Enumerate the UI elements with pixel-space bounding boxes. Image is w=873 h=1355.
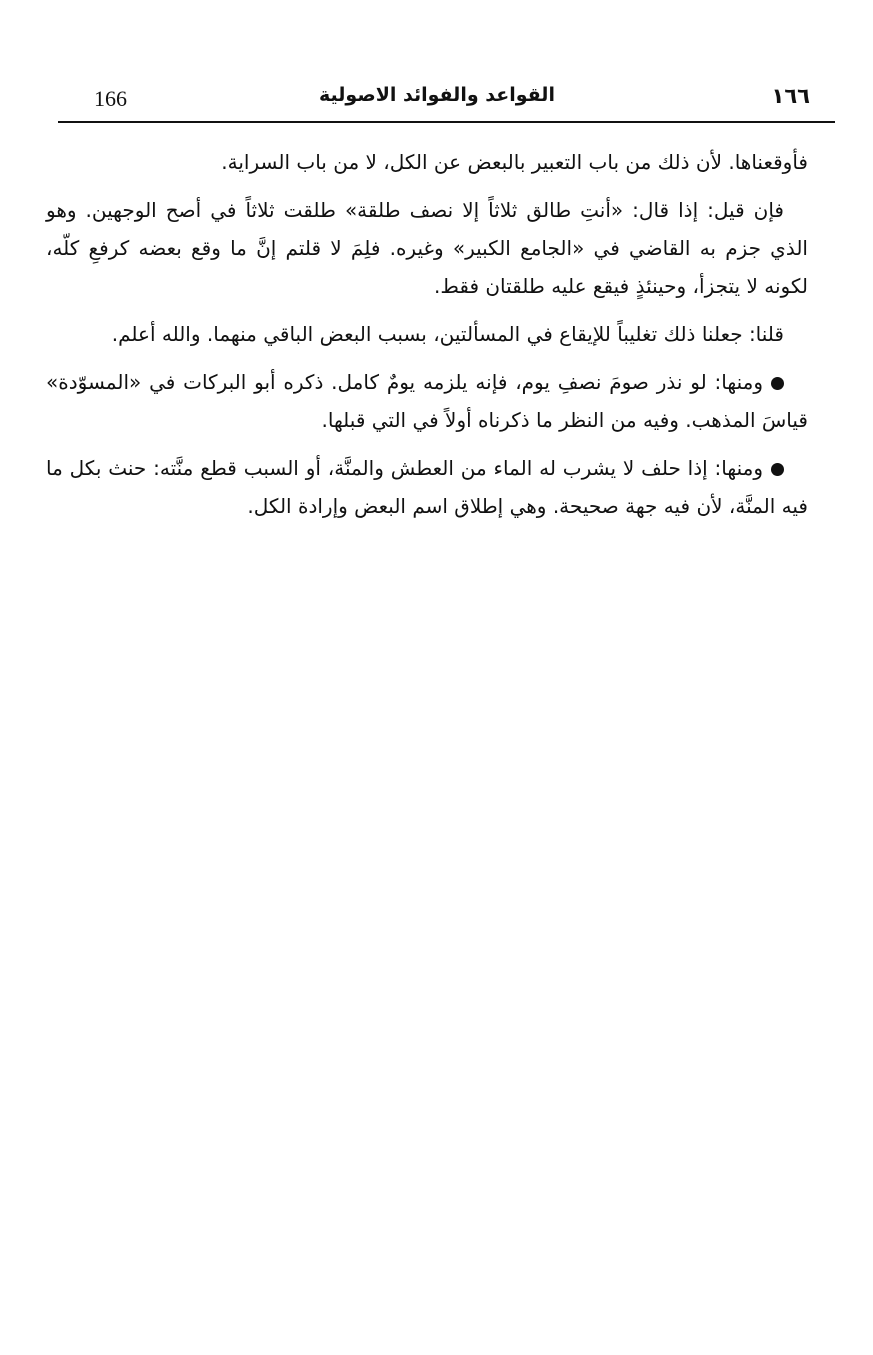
paragraph-text: قلنا: جعلنا ذلك تغليباً للإيقاع في المسألتين، بسبب البعض الباقي منهما. والله أعلم.	[111, 322, 784, 346]
paragraph-text: ومنها: إذا حلف لا يشرب له الماء من العطش والمنَّة، أو السبب قطع منَّته: حنث بكل ما فيه المنَّة، لأن فيه جهة صحيحة. وهي إطلاق اسم البعض وإرادة الكل.	[46, 456, 808, 518]
paragraph	[46, 315, 808, 353]
page-header	[58, 82, 816, 118]
paragraph	[46, 143, 808, 181]
body-text	[46, 143, 808, 535]
paragraph	[46, 191, 808, 305]
bullet-icon	[771, 463, 784, 476]
paragraph-text: فإن قيل: إذا قال: «أنتِ طالق ثلاثاً إلا نصف طلقة» طلقت ثلاثاً في أصح الوجهين. وهو الذي جزم به القاضي في «الجامع الكبير» وغيره. فلِمَ لا قلتم إنَّ ما وقع بعضه كرفعِ كلّه، لكونه لا يتجزأ، وحينئذٍ فيقع عليه طلقتان فقط.	[46, 198, 808, 298]
bullet-icon	[771, 377, 784, 390]
bullet-paragraph	[46, 449, 808, 525]
page-number-latin: 166	[94, 86, 127, 111]
bullet-paragraph	[46, 363, 808, 439]
paragraph-text: فأوقعناها. لأن ذلك من باب التعبير بالبعض عن الكل، لا من باب السراية.	[221, 150, 808, 174]
page-number-arabic: ١٦٦	[771, 84, 810, 108]
header-rule	[58, 121, 835, 123]
running-title: القواعد والفوائد الاصولية	[319, 84, 555, 106]
paragraph-text: ومنها: لو نذر صومَ نصفِ يوم، فإنه يلزمه يومٌ كامل. ذكره أبو البركات في «المسوّدة» قياسَ المذهب. وفيه من النظر ما ذكرناه أولاً في التي قبلها.	[46, 370, 808, 432]
